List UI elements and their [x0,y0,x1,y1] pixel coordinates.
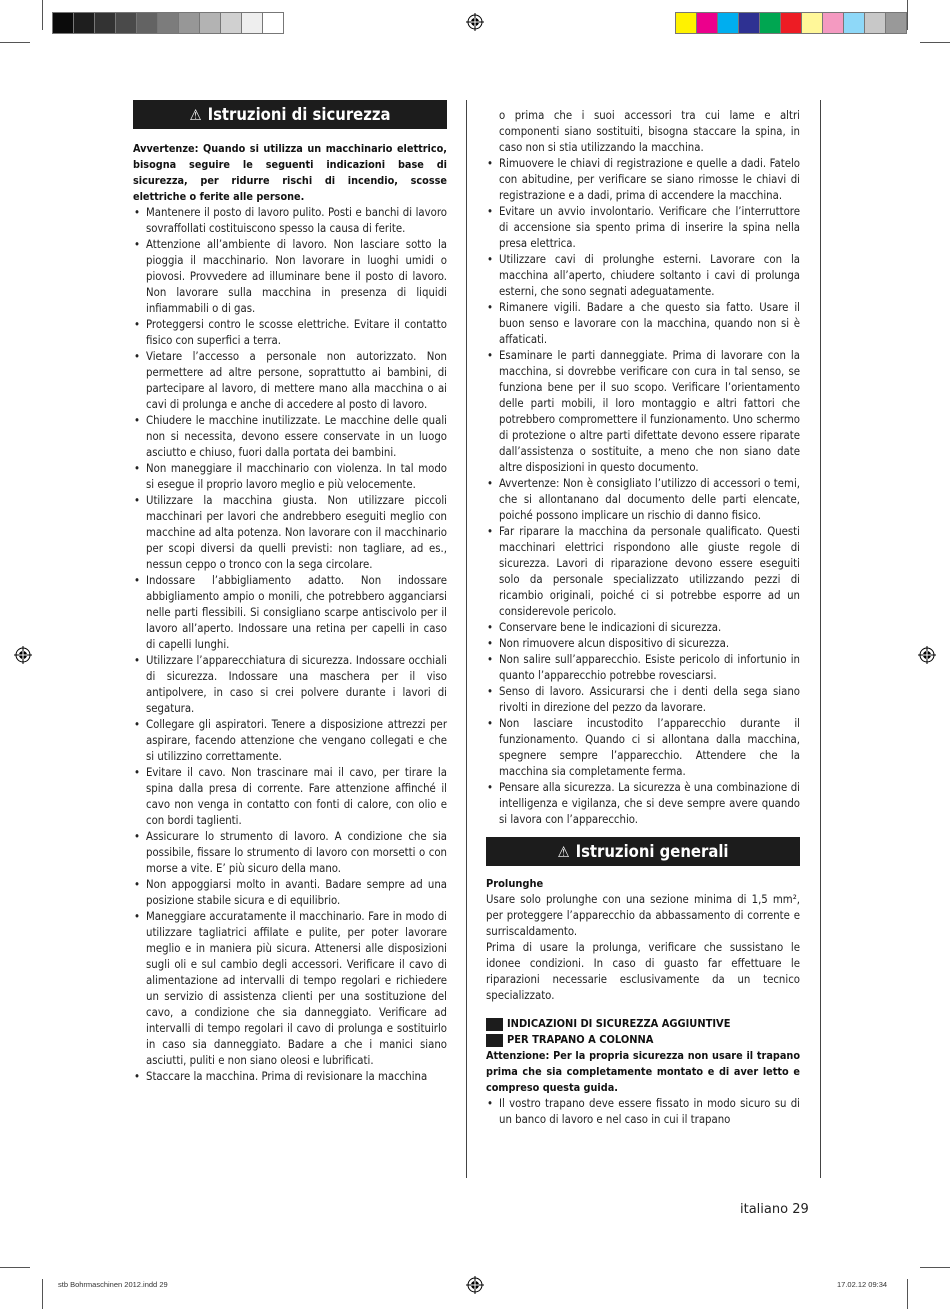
safety-list [133,205,447,1085]
color-swatch [780,12,802,34]
gray-swatch-strip [53,12,284,34]
list-item: • Senso di lavoro. Assicurarsi che i denti della sega siano rivolti in direzione del pezzo da lavorare. [486,684,800,716]
color-swatch [864,12,886,34]
banner-title: Istruzioni di sicurezza [207,105,391,124]
color-swatch [157,12,179,34]
crop-mark [907,1279,908,1309]
list-item: • Avvertenze: Non è consigliato l’utilizzo di accessori o temi, che si allontanano dal documento delle parti elencate, poiché possono implicare un rischio di danno fisico. [486,476,800,524]
color-swatch [696,12,718,34]
color-swatch [738,12,760,34]
heading-line: PER TRAPANO A COLONNA [507,1033,654,1046]
additional-safety-heading [486,1016,800,1032]
list-item: • Maneggiare accuratamente il macchinario. Fare in modo di utilizzare tagliatrici affilate e pulite, per poter lavorare meglio e in maniera più sicura. Attenersi alle disposizioni sugli oli e sul cambio degli accessori. Verificare il cavo di alimentazione ad intervalli di tempo regolari e richiedere un servizio di assistenza clienti per una sostituzione del cavo, a condizione che sia danneggiato. Verificare ad intervalli di tempo regolari il cavo di prolunga e sostituirlo in caso sia danneggiato. Badare a che i manici siano asciutti, puliti e non siano oleosi e lubrificati. [133,909,447,1069]
list-item: • Non salire sull’apparecchio. Esiste pericolo di infortunio in quanto l’apparecchio potrebbe rovesciarsi. [486,652,800,684]
list-item: • Chiudere le macchine inutilizzate. Le macchine delle quali non si necessita, devono essere conservate in un luogo asciutto e chiuso, fuori dalla portata dei bambini. [133,413,447,461]
extension-cords-heading: Prolunghe [486,877,544,890]
color-swatch [220,12,242,34]
color-swatch [675,12,697,34]
color-swatch [241,12,263,34]
drill-press-list [486,1096,800,1128]
right-column [486,108,800,1128]
heading-line: INDICAZIONI DI SICUREZZA AGGIUNTIVE [507,1017,731,1030]
crop-mark [42,0,43,30]
file-slug: stb Bohrmaschinen 2012.indd 29 [58,1280,168,1289]
list-item: • Utilizzare l’apparecchiatura di sicurezza. Indossare occhiali di sicurezza. Indossare una maschera per il viso antipolvere, in caso si crei polvere durante i lavori di segatura. [133,653,447,717]
registration-mark-icon [14,646,32,664]
list-item: • Rimuovere le chiavi di registrazione e quelle a dadi. Fatelo con abitudine, per verificare se siano rimosse le chiavi di registrazione e a dadi, prima di accendere la macchina. [486,156,800,204]
color-swatch [115,12,137,34]
color-swatch [136,12,158,34]
color-swatch [759,12,781,34]
list-item: • Non maneggiare il macchinario con violenza. In tal modo si esegue il proprio lavoro meglio e più velocemente. [133,461,447,493]
black-square-icon [486,1034,503,1047]
general-instructions-banner [486,837,800,866]
list-item: • Collegare gli aspiratori. Tenere a disposizione attrezzi per aspirare, facendo attenzione che vengano collegati e che si utilizzino correttamente. [133,717,447,765]
warning-triangle-icon: ⚠ [557,842,570,861]
color-swatch [199,12,221,34]
black-square-icon [486,1018,503,1031]
color-swatch [801,12,823,34]
color-swatch [717,12,739,34]
attention-note: Attenzione: Per la propria sicurezza non usare il trapano prima che sia completamente montato e di aver letto e compreso questa guida. [486,1049,800,1094]
color-swatch-strip [676,12,907,34]
list-item: • Evitare un avvio involontario. Verificare che l’interruttore di accensione sia spento prima di inserire la spina nella presa elettrica. [486,204,800,252]
list-item: • Conservare bene le indicazioni di sicurezza. [486,620,800,636]
crop-mark [907,0,908,30]
color-swatch [94,12,116,34]
crop-mark [920,1267,950,1268]
page-number: italiano 29 [740,1202,809,1217]
column-divider [820,100,821,1178]
list-item: • Mantenere il posto di lavoro pulito. Posti e banchi di lavoro sovraffollati costituiscono spesso la causa di ferite. [133,205,447,237]
list-item: • Rimanere vigili. Badare a che questo sia fatto. Usare il buon senso e lavorare con la macchina, quando non si è affaticati. [486,300,800,348]
left-column [133,100,447,1085]
registration-mark-icon [466,13,484,31]
safety-instructions-banner [133,100,447,129]
drill-press-heading [486,1032,800,1048]
list-item: • Proteggersi contro le scosse elettriche. Evitare il contatto fisico con superfici a terra. [133,317,447,349]
registration-mark-icon [466,1276,484,1294]
continuation-text: o prima che i suoi accessori tra cui lame e altri componenti siano sostituiti, bisogna staccare la spina, in caso non si stia utilizzando la macchina. [499,109,800,154]
list-item: • Non lasciare incustodito l’apparecchio durante il funzionamento. Quando ci si allontana dalla macchina, spegnere sempre l’apparecchio. Attendere che la macchina sia completamente ferma. [486,716,800,780]
crop-mark [42,1279,43,1309]
list-item: • Staccare la macchina. Prima di revisionare la macchina [133,1069,447,1085]
extension-cords-paragraph: Usare solo prolunghe con una sezione minima di 1,5 mm², per proteggere l’apparecchio da abbassamento di corrente e surriscaldamento. [486,893,800,938]
color-swatch [822,12,844,34]
list-item: • Evitare il cavo. Non trascinare mai il cavo, per tirare la spina dalla presa di corrente. Fare attenzione affinché il cavo non venga in contatto con fonti di calore, con olio e con bordi taglienti. [133,765,447,829]
list-item: • Far riparare la macchina da personale qualificato. Questi macchinari elettrici rispondono alle giuste regole di sicurezza. Lavori di riparazione devono essere eseguiti solo da personale specializzato utilizzando pezzi di ricambio originali, poiché ci si potrebbe esporre ad un considerevole pericolo. [486,524,800,620]
list-item: • Non appoggiarsi molto in avanti. Badare sempre ad una posizione stabile sicura e di equilibrio. [133,877,447,909]
column-divider [466,100,467,1178]
crop-mark [0,1267,30,1268]
list-item: • Indossare l’abbigliamento adatto. Non indossare abbigliamento ampio o monili, che potrebbero agganciarsi nelle parti flessibili. Si consigliano scarpe antiscivolo per il lavoro all’aperto. Indossare una retina per capelli in caso di capelli lunghi. [133,573,447,653]
banner-title: Istruzioni generali [575,842,729,861]
color-swatch [73,12,95,34]
color-swatch [262,12,284,34]
list-item: • Esaminare le parti danneggiate. Prima di lavorare con la macchina, si dovrebbe verificare con cura in tal senso, se funziona bene per il suo scopo. Verificare l’orientamento delle parti mobili, il loro montaggio e altri fattori che potrebbero compromettere il funzionamento. Uno schermo di protezione o altre parti difettate devono essere riparate dall’assistenza o sostituite, a meno che non siano date altre disposizioni in questo documento. [486,348,800,476]
intro-warning: Avvertenze: Quando si utilizza un macchinario elettrico, bisogna seguire le seguenti indicazioni base di sicurezza, per ridurre rischi di incendio, scosse elettriche o ferite alle persone. [133,142,447,203]
color-swatch [843,12,865,34]
crop-mark [0,42,30,43]
color-swatch [885,12,907,34]
date-slug: 17.02.12 09:34 [837,1280,888,1289]
list-item: • Assicurare lo strumento di lavoro. A condizione che sia possibile, fissare lo strumento di lavoro con morsetti o con morse a vite. E’ più sicuro della mano. [133,829,447,877]
list-item: • Non rimuovere alcun dispositivo di sicurezza. [486,636,800,652]
list-item: • Utilizzare cavi di prolunghe esterni. Lavorare con la macchina all’aperto, chiudere soltanto i cavi di prolunga esterni, che sono segnati adeguatamente. [486,252,800,300]
registration-mark-icon [918,646,936,664]
crop-mark [920,42,950,43]
extension-cords-paragraph: Prima di usare la prolunga, verificare che sussistano le idonee condizioni. In caso di guasto far effettuare le riparazioni necessarie esclusivamente da un tecnico specializzato. [486,941,800,1002]
safety-list-continued [486,156,800,828]
list-item: • Vietare l’accesso a personale non autorizzato. Non permettere ad altre persone, soprattutto ai bambini, di partecipare al lavoro, di mettere mano alla macchina o ai cavi di prolunga e anche di accedere al posto di lavoro. [133,349,447,413]
list-item: • Utilizzare la macchina giusta. Non utilizzare piccoli macchinari per lavori che andrebbero eseguiti meglio con macchine ad alta potenza. Non lavorare con il macchinario per scopi diversi da quelli previsti: non tagliare, ad es., nessun ceppo o tronco con la sega circolare. [133,493,447,573]
list-item: • Attenzione all’ambiente di lavoro. Non lasciare sotto la pioggia il macchinario. Non lavorare in luoghi umidi o piovosi. Provvedere ad illuminare bene il posto di lavoro. Non lavorare sulla macchina in presenza di liquidi infiammabili o di gas. [133,237,447,317]
color-swatch [52,12,74,34]
list-item: • Il vostro trapano deve essere fissato in modo sicuro su di un banco di lavoro e nel caso in cui il trapano [486,1096,800,1128]
color-swatch [178,12,200,34]
list-item: • Pensare alla sicurezza. La sicurezza è una combinazione di intelligenza e vigilanza, che si deve sempre avere quando si lavora con l’apparecchio. [486,780,800,828]
warning-triangle-icon: ⚠ [189,105,202,124]
